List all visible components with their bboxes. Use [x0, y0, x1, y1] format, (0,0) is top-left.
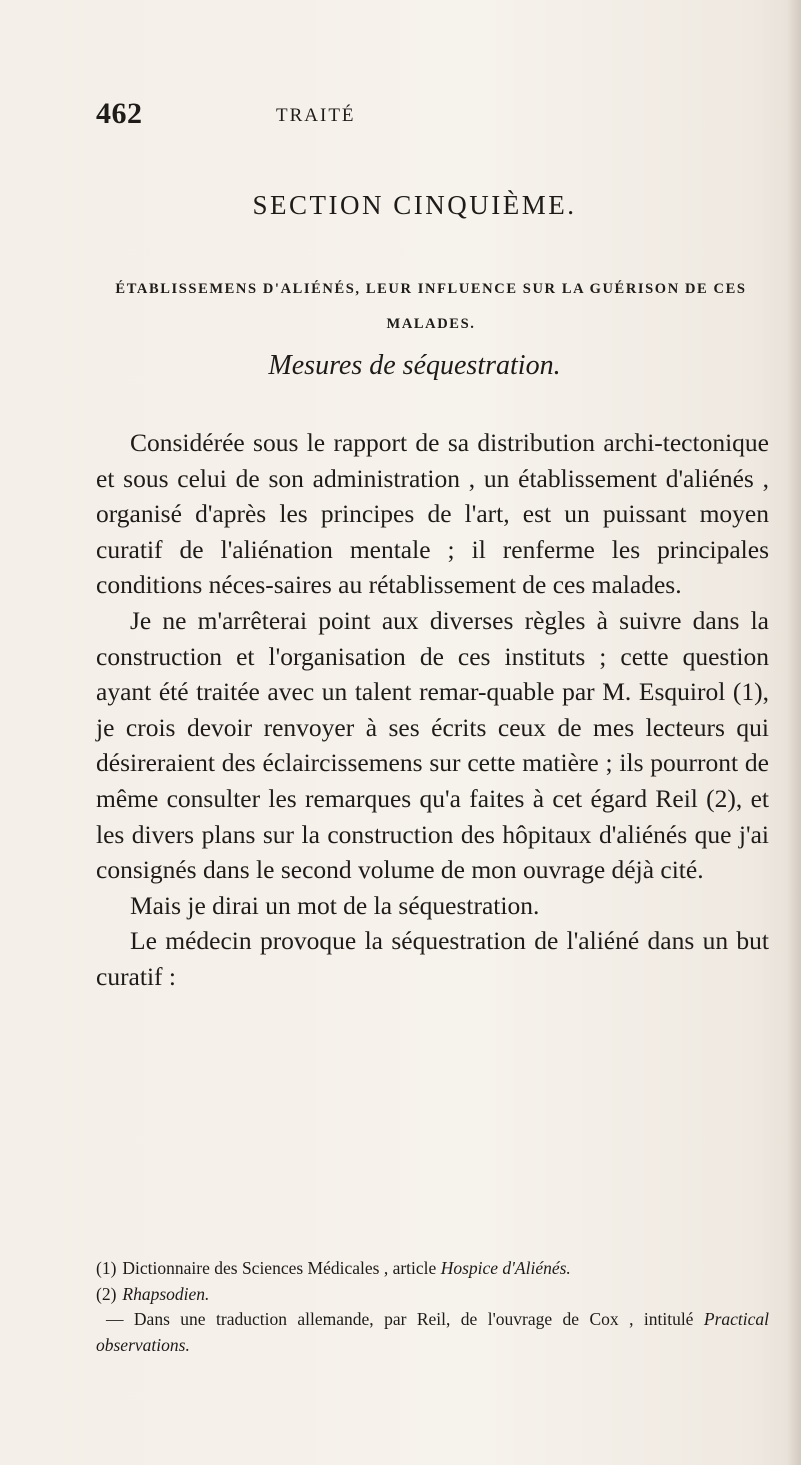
footnote-3 [96, 1307, 769, 1358]
footnote-italic: Hospice d'Aliénés. [440, 1258, 571, 1278]
footnote-italic: Rhapsodien. [122, 1283, 210, 1304]
paragraph: Considérée sous le rapport de sa distribution archi-tectonique et sous celui de son administration , un établissement d'aliénés , organisé d'après les principes de l'art, est un puissant moyen curatif de l'aliénation mentale ; il renferme les principales conditions néces-saires au rétablissement de ces malades. [96, 428, 769, 600]
page-header [0, 97, 801, 137]
section-subtitle: Mesures de séquestration. [268, 350, 561, 381]
footnote-italic: Practical observations. [96, 1309, 769, 1355]
paragraph: Mais je dirai un mot de la séquestration. [130, 890, 540, 920]
footnote-text: Dictionnaire des Sciences Médicales , article [122, 1258, 441, 1278]
page-number: 462 [96, 97, 143, 130]
footnote-2 [96, 1282, 769, 1308]
body-text [96, 425, 769, 995]
section-subheading: ÉTABLISSEMENS D'ALIÉNÉS, LEUR INFLUENCE SUR LA GUÉRISON DE CES MALADES. [115, 281, 747, 332]
paragraph: Le médecin provoque la séquestration de l'aliéné dans un but curatif : [96, 926, 769, 991]
paragraph: Je ne m'arrêterai point aux diverses règles à suivre dans la construction et l'organisation de ces instituts ; cette question ayant été traitée avec un talent remar-quable par M. Esquirol (1), je crois devoir renvoyer à ses écrits ceux de mes lecteurs qui désireraient des éclaircissemens sur cette matière ; ils pourront de même consulter les remarques qu'a faites à cet égard Reil (2), et les divers plans sur la construction des hôpitaux d'aliénés que j'ai consignés dans le second volume de mon ouvrage déjà cité. [96, 605, 769, 885]
footnotes [96, 1256, 769, 1358]
footnote-marker: (1) [96, 1258, 117, 1278]
running-head: TRAITÉ [276, 105, 356, 126]
footnote-1 [96, 1256, 769, 1282]
footnote-text: — Dans une traduction allemande, par Reil, de l'ouvrage de Cox , intitulé [106, 1309, 704, 1329]
footnote-marker: (2) [96, 1283, 117, 1304]
section-title: SECTION CINQUIÈME. [252, 190, 577, 220]
